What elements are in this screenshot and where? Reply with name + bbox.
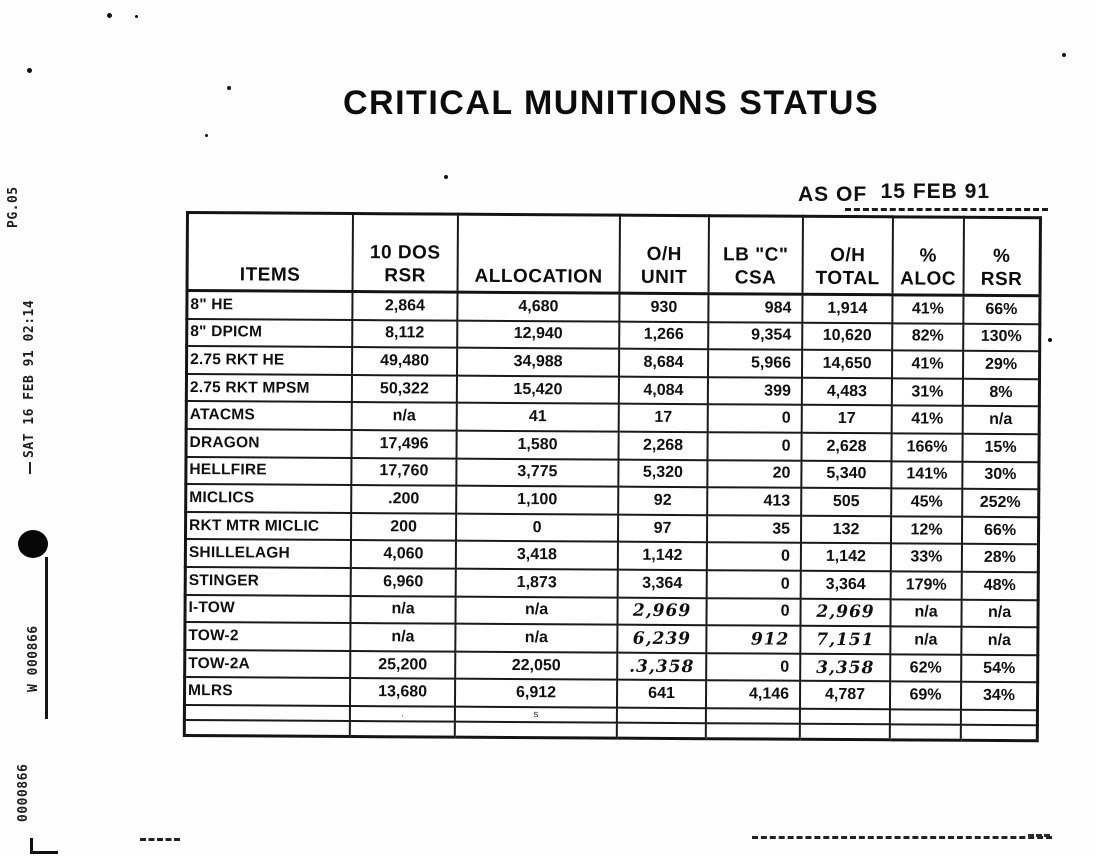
value-cell: 41 [457,403,619,432]
value-cell [961,710,1038,725]
column-header: % ALOC [893,217,964,295]
item-cell: 8" DPICM [187,319,353,348]
value-cell [890,709,961,724]
value-cell: 6,960 [351,568,456,596]
scan-speck [27,68,32,73]
value-cell: n/a [963,406,1040,434]
value-cell: 912 [706,625,800,653]
value-cell: 0 [707,570,801,598]
value-cell: 0 [708,405,802,433]
value-cell: 8,684 [619,349,708,377]
value-cell: 12,940 [457,320,619,349]
value-cell: 10,620 [802,322,892,350]
bottom-dash-segment [1028,834,1050,837]
scan-speck [1062,53,1066,57]
value-cell: 41% [892,351,963,379]
value-cell: 2,969 [617,597,706,625]
margin-tick-mark [29,462,31,474]
value-cell: 2,864 [352,292,457,321]
value-cell: 1,266 [619,321,708,349]
serial-number-bottom: 0000866 [16,763,31,822]
value-cell: 5,966 [708,349,802,377]
value-cell: s [455,707,617,723]
value-cell: 20 [707,460,801,488]
value-cell: 50,322 [352,375,457,403]
value-cell: 4,146 [706,680,800,708]
value-cell [617,708,706,724]
value-cell: 8,112 [352,320,457,348]
value-cell: 17 [802,405,892,433]
item-cell: HELLFIRE [186,457,352,486]
value-cell: .200 [351,485,456,513]
item-cell: MLRS [184,677,350,706]
value-cell: 17,496 [351,430,456,458]
as-of-line [798,180,991,207]
value-cell: 641 [617,680,706,708]
munitions-table [183,211,1042,742]
value-cell [800,724,890,740]
value-cell: 3,364 [618,570,707,598]
value-cell: 984 [708,294,802,323]
value-cell: 28% [962,544,1039,572]
value-cell: 22,050 [455,651,617,680]
value-cell: 33% [891,544,962,572]
value-cell: 0 [706,598,800,626]
value-cell: 9,354 [708,322,802,350]
value-cell: 4,680 [457,292,619,321]
scan-speck [107,13,112,18]
value-cell: n/a [961,599,1038,627]
value-cell: n/a [455,596,617,625]
value-cell: 141% [891,461,962,489]
item-cell: 2.75 RKT MPSM [186,374,352,403]
value-cell: 179% [891,571,962,599]
value-cell: . [350,706,455,722]
value-cell [455,722,617,738]
value-cell: 66% [962,516,1039,544]
value-cell: 6,239 [617,625,706,653]
value-cell: 17 [619,404,708,432]
value-cell: 34,988 [457,348,619,377]
value-cell: 17,760 [351,458,456,486]
value-cell: 8% [963,379,1040,407]
value-cell: 413 [707,487,801,515]
value-cell [890,724,961,740]
value-cell: 200 [351,513,456,541]
value-cell [706,708,800,724]
value-cell: 3,358 [800,653,890,681]
column-header: O/H UNIT [620,215,709,294]
column-header: O/H TOTAL [803,216,893,295]
value-cell: 25,200 [350,651,455,679]
value-cell: 1,100 [456,486,618,515]
scan-speck [227,86,231,90]
value-cell: 34% [961,682,1038,710]
item-cell: STINGER [185,567,351,596]
value-cell: 3,418 [456,541,618,570]
value-cell: 132 [801,516,891,544]
value-cell: 12% [891,516,962,544]
value-cell: 1,873 [456,569,618,598]
value-cell: 505 [801,488,891,516]
value-cell: n/a [961,627,1038,655]
scan-speck [444,175,448,179]
value-cell: 0 [707,543,801,571]
item-cell [184,720,350,737]
as-of-date: 15 FEB 91 [880,180,991,203]
value-cell: 35 [707,515,801,543]
column-header: LB "C" CSA [709,216,803,295]
item-cell: MICLICS [186,484,352,513]
bottom-dash-segment [752,836,1052,839]
value-cell: 252% [962,489,1039,517]
value-cell: 3,364 [801,571,891,599]
value-cell: 130% [963,323,1040,351]
value-cell [350,721,455,737]
column-header: ITEMS [187,213,353,292]
corner-bracket-mark [30,838,58,854]
column-header: ALLOCATION [458,214,620,293]
value-cell: 166% [891,433,962,461]
value-cell: 97 [618,514,707,542]
value-cell: 29% [963,351,1040,379]
value-cell: 48% [962,572,1039,600]
fax-timestamp: SAT 16 FEB 91 02:14 [22,299,37,458]
page-title: CRITICAL MUNITIONS STATUS [343,84,880,122]
scan-speck [205,134,208,137]
value-cell: 1,142 [618,542,707,570]
value-cell: 930 [619,293,708,322]
value-cell: 6,912 [455,679,617,708]
value-cell: 41% [892,406,963,434]
value-cell: 4,084 [619,376,708,404]
value-cell: 45% [891,488,962,516]
item-cell: I-TOW [185,595,351,624]
value-cell: .3,358 [617,652,706,680]
value-cell: 54% [961,654,1038,682]
value-cell: n/a [350,623,455,651]
item-cell [184,705,350,721]
munitions-table-wrapper [183,211,1042,742]
item-cell: TOW-2 [185,622,351,651]
column-header: 10 DOS RSR [353,214,458,293]
value-cell: 1,580 [456,431,618,460]
value-cell: n/a [352,402,457,430]
value-cell: 15% [962,434,1039,462]
bottom-dash-segment [140,838,180,841]
value-cell: 2,268 [618,432,707,460]
margin-rule-line [45,557,48,719]
value-cell: 2,628 [801,433,891,461]
item-cell: DRAGON [186,429,352,458]
item-cell: 2.75 RKT HE [187,346,353,375]
value-cell: 0 [456,513,618,542]
value-cell: 1,914 [802,294,892,323]
value-cell: 4,060 [351,540,456,568]
value-cell: 14,650 [802,350,892,378]
value-cell: n/a [350,596,455,624]
value-cell: n/a [455,624,617,653]
hole-punch-mark [18,530,48,558]
as-of-label: AS OF [798,183,868,206]
value-cell [706,723,800,739]
scan-speck [1048,338,1052,342]
value-cell: 69% [890,682,961,710]
value-cell: 5,320 [618,459,707,487]
value-cell: 2,969 [800,598,890,626]
item-cell: 8" HE [187,291,353,320]
value-cell: n/a [890,599,961,627]
item-cell: TOW-2A [185,650,351,679]
value-cell: 7,151 [800,626,890,654]
value-cell: 15,420 [457,375,619,404]
value-cell: 31% [892,378,963,406]
value-cell: 399 [708,377,802,405]
value-cell: 30% [962,461,1039,489]
table-header-row [187,213,1040,296]
serial-number-vertical: W 000866 [26,625,41,692]
value-cell: 66% [963,295,1040,324]
value-cell: 62% [890,654,961,682]
value-cell: 5,340 [801,460,891,488]
value-cell: 0 [706,653,800,681]
item-cell: RKT MTR MICLIC [185,512,351,541]
value-cell: 0 [707,432,801,460]
value-cell [961,725,1038,741]
value-cell: 41% [892,295,963,324]
value-cell: 1,142 [801,543,891,571]
value-cell: 4,787 [800,681,890,709]
item-cell: ATACMS [186,401,352,430]
value-cell: 82% [892,323,963,351]
scan-speck [135,15,138,18]
value-cell: 3,775 [456,458,618,487]
value-cell [800,709,890,725]
value-cell: n/a [890,626,961,654]
value-cell: 13,680 [350,678,455,706]
item-cell: SHILLELAGH [185,539,351,568]
value-cell: 4,483 [802,378,892,406]
value-cell: 49,480 [352,347,457,375]
value-cell [617,723,706,739]
value-cell: 92 [618,487,707,515]
page-number-label: PG.05 [6,186,21,228]
column-header: % RSR [963,217,1040,295]
